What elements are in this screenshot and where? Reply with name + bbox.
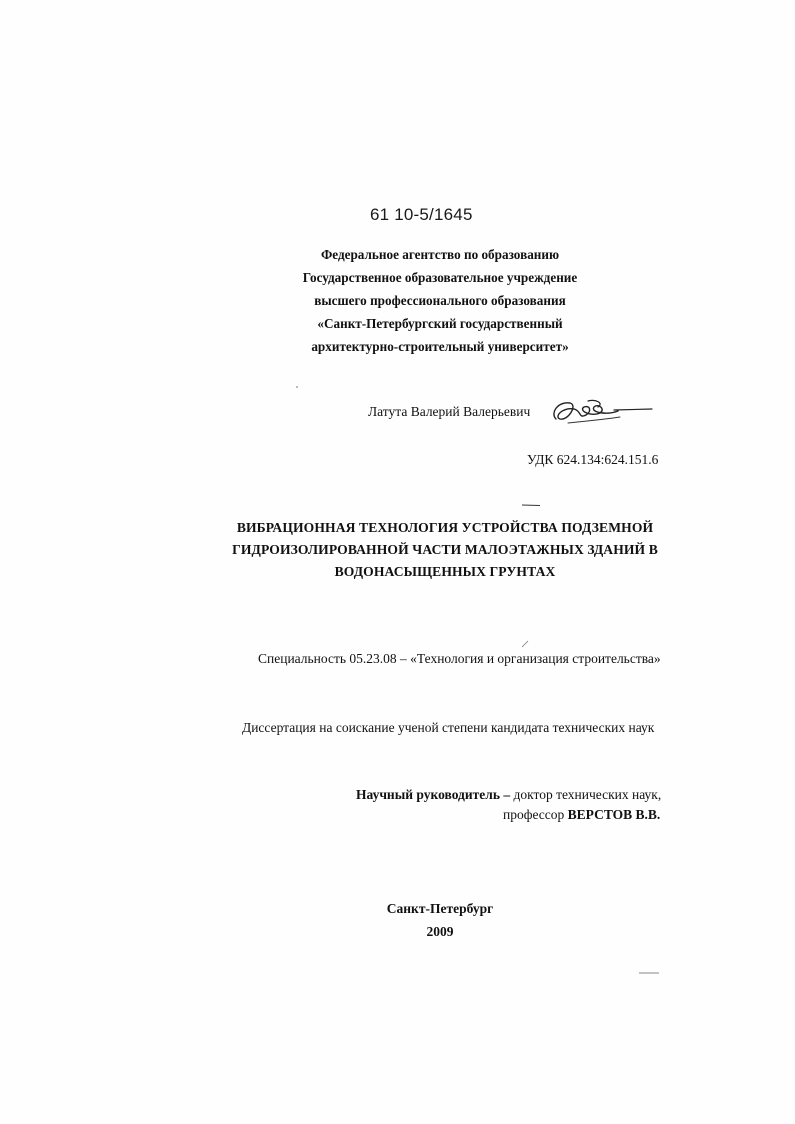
author-signature [548,393,658,433]
title-line-3: ВОДОНАСЫЩЕННЫХ ГРУНТАХ [334,564,556,579]
org-line-university-type: архитектурно-строительный университет» [311,339,569,354]
scan-speck [296,386,298,388]
dissertation-title [200,517,690,583]
city: Санкт-Петербург [386,901,494,916]
advisor-title: профессор [503,807,568,822]
dissertation-type: Диссертация на соискание ученой степени кандидата технических наук [242,720,655,735]
advisor-name: ВЕРСТОВ В.В. [567,807,661,822]
scan-mark [638,971,660,975]
advisor-line-degree [356,787,661,803]
org-line-agency: Федеральное агентство по образованию [320,247,560,262]
author-name: Латута Валерий Валерьевич [368,404,531,419]
speciality-line: Специальность 05.23.08 – «Технология и организация строительства» [258,651,661,666]
archive-code: 61 10-5/1645 [370,205,473,224]
advisor-line-name [503,807,660,823]
title-line-2: ГИДРОИЗОЛИРОВАННОЙ ЧАСТИ МАЛОЭТАЖНЫХ ЗДАНИЙ В [232,542,658,557]
scan-mark [520,640,530,648]
organization-block [240,243,640,358]
advisor-degree: доктор технических наук, [510,787,662,802]
scan-mark [521,503,541,507]
org-line-education: высшего профессионального образования [314,293,566,308]
title-line-1: ВИБРАЦИОННАЯ ТЕХНОЛОГИЯ УСТРОЙСТВА ПОДЗЕМНОЙ [236,520,654,535]
org-line-university-name: «Санкт-Петербургский государственный [317,316,563,331]
city-year-block [340,897,540,943]
udk-code: УДК 624.134:624.151.6 [527,452,659,467]
org-line-institution: Государственное образовательное учреждение [302,270,578,285]
advisor-label: Научный руководитель – [356,787,511,802]
year: 2009 [426,924,454,939]
